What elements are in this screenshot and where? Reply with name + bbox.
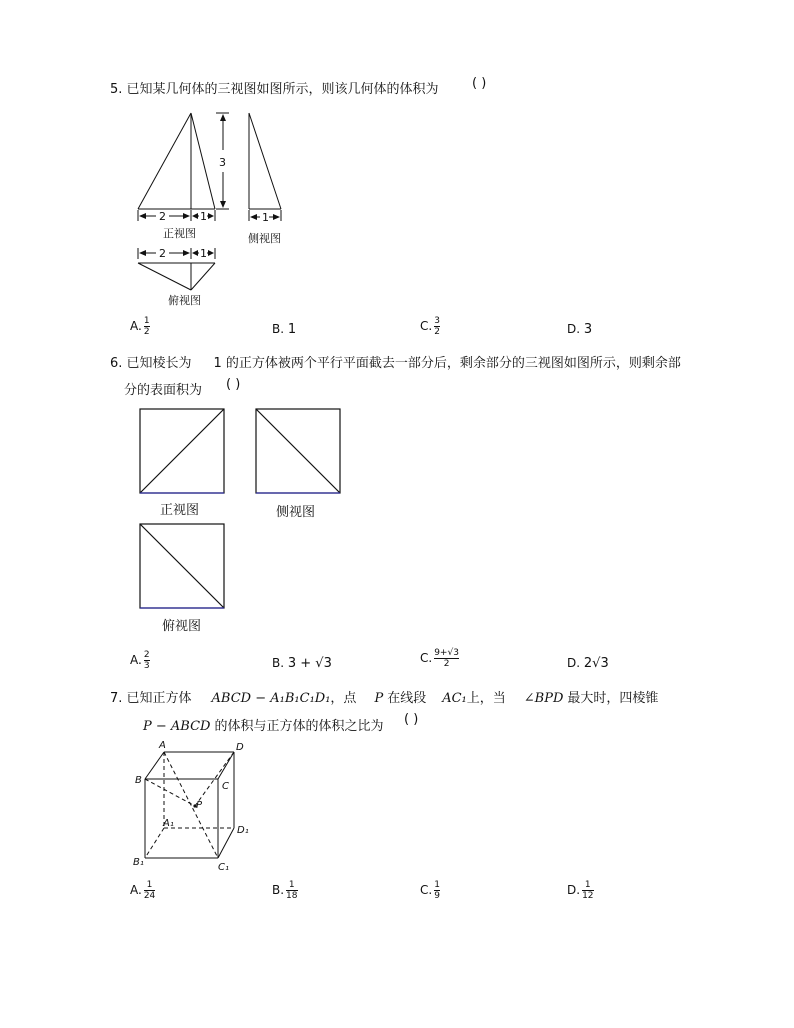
- q7-option-c-fraction: $\frac{1}{9}$: [434, 880, 440, 901]
- q7-option-a-letter: A.: [130, 883, 142, 897]
- q5-option-a-fraction: $\frac{1}{2}$: [143, 316, 150, 337]
- q7-cube-hidden-edges: [145, 752, 234, 858]
- q6-side-caption: 侧视图: [276, 505, 316, 520]
- q7-option-a-fraction: $\frac{1}{24}$: [143, 880, 156, 901]
- q6-option-d-value: 2√3: [583, 656, 609, 671]
- q6-front-caption: 正视图: [160, 503, 200, 518]
- q7-option-b-letter: B.: [272, 883, 285, 897]
- q5-side-caption: 侧视图: [248, 232, 281, 245]
- q7-stem-line1: 7. 已知正方体 ABCD − A₁B₁C₁D₁，点 P 在线段 AC₁上，当 ∠BPD 最大时，四棱锥: [110, 691, 659, 706]
- q7-pyramid-name: P − ABCD: [143, 719, 211, 734]
- q6-stem-line2: 分的表面积为: [124, 383, 203, 398]
- q5-top-caption: 俯视图: [168, 294, 201, 307]
- q5-option-b-letter: B.: [272, 322, 285, 336]
- q5-stem: 5. 已知某几何体的三视图如图所示，则该几何体的体积为: [110, 82, 439, 97]
- q7-option-d-letter: D.: [567, 883, 581, 897]
- q5-option-c-letter: C.: [420, 319, 433, 333]
- q7-label-d: D: [236, 742, 244, 753]
- q6-option-c-letter: C.: [420, 651, 433, 665]
- q6-option-a-letter: A.: [130, 653, 142, 667]
- q5-front-width-2: 1: [200, 210, 207, 223]
- q5-height-label: 3: [219, 156, 226, 169]
- q7-label-c: C: [222, 781, 229, 792]
- q5-option-d-value: 3: [583, 322, 593, 337]
- q7-option-d[interactable]: [567, 880, 594, 901]
- q7-cube-solid-edges: [145, 752, 234, 858]
- q6-option-b-letter: B.: [272, 656, 285, 670]
- q7-label-b: B: [135, 775, 142, 786]
- q6-stem-line1: 6. 已知棱长为 1 的正方体被两个平行平面截去一部分后，剩余部分的三视图如图所示，则剩余部: [110, 356, 681, 371]
- q7-label-p: P: [196, 800, 203, 811]
- q7-label-b1: B₁: [133, 857, 144, 868]
- q5-answer-paren: ( ): [472, 76, 487, 91]
- q6-option-c-fraction: $\frac{9+√3}{2}$: [434, 648, 459, 669]
- q7-option-c-letter: C.: [420, 883, 433, 897]
- q7-label-a: A: [159, 740, 166, 751]
- q7-segment: AC₁: [442, 691, 467, 706]
- q7-option-b-fraction: $\frac{1}{18}$: [286, 880, 298, 901]
- q7-label-c1: C₁: [218, 862, 229, 873]
- q6-top-caption: 俯视图: [162, 619, 202, 634]
- q7-point-p: P: [374, 691, 384, 706]
- q7-option-b[interactable]: [272, 880, 298, 901]
- q5-option-d-letter: D.: [567, 322, 581, 336]
- q7-label-d1: D₁: [237, 825, 249, 836]
- q6-edge-length: 1: [213, 356, 222, 371]
- q7-cube-name: ABCD − A₁B₁C₁D₁: [211, 691, 331, 706]
- q6-option-a-fraction: $\frac{2}{3}$: [143, 650, 150, 671]
- q7-label-a1: A₁: [163, 818, 174, 829]
- q7-option-c[interactable]: [420, 880, 440, 901]
- q5-top-width-1: 2: [159, 247, 166, 260]
- q5-option-b-value: 1: [287, 322, 297, 337]
- q5-top-width-2: 1: [200, 247, 207, 260]
- q5-option-a-letter: A.: [130, 319, 142, 333]
- q5-front-caption: 正视图: [163, 227, 196, 240]
- q5-front-width-1: 2: [159, 210, 166, 223]
- q6-answer-paren: ( ): [226, 377, 241, 392]
- q5-side-width-label: 1: [262, 211, 269, 224]
- q7-stem-line2: P − ABCD 的体积与正方体的体积之比为: [143, 719, 384, 734]
- q7-answer-paren: ( ): [404, 712, 419, 727]
- q7-option-d-fraction: $\frac{1}{12}$: [582, 880, 594, 901]
- q7-option-a[interactable]: [130, 880, 155, 901]
- q6-option-b-value: 3 + √3: [287, 656, 332, 671]
- q6-option-d-letter: D.: [567, 656, 581, 670]
- q7-angle: ∠BPD: [523, 691, 564, 706]
- q5-option-c-fraction: $\frac{3}{2}$: [434, 316, 440, 337]
